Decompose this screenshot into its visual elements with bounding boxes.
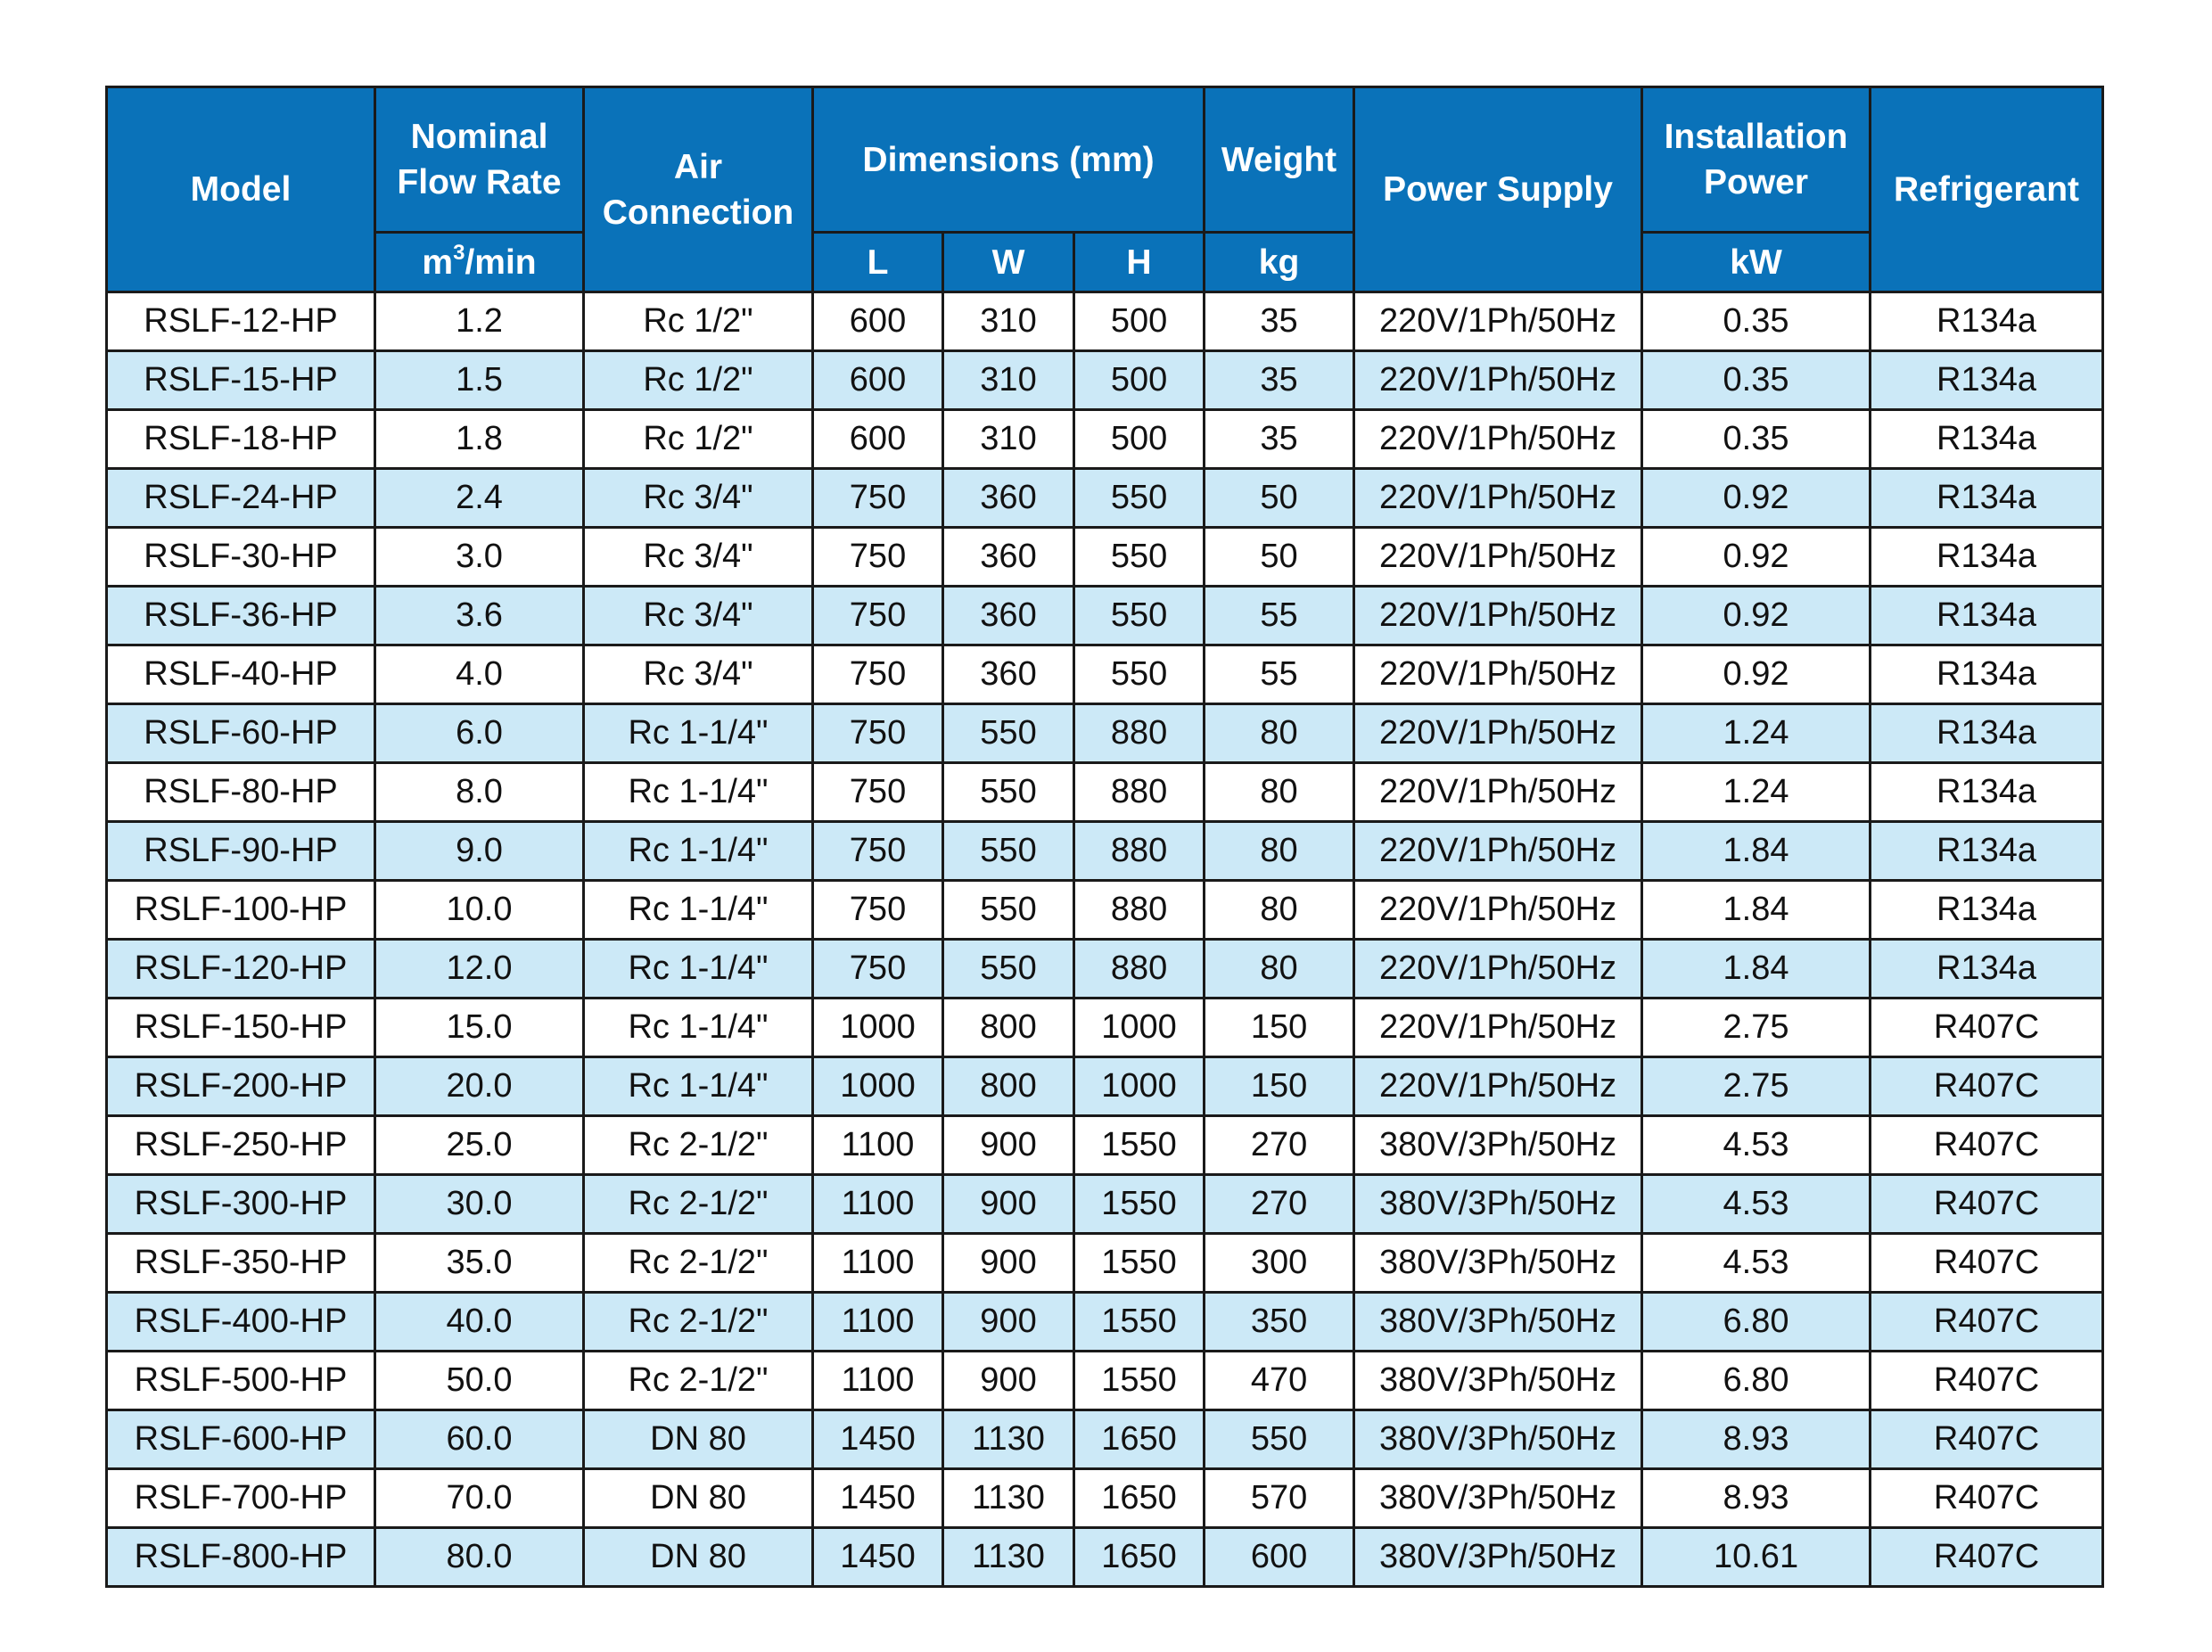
cell-air-connection: Rc 1-1/4" [584, 822, 813, 881]
cell-width: 900 [943, 1234, 1074, 1293]
cell-model: RSLF-40-HP [107, 645, 375, 704]
table-body [107, 292, 2103, 1587]
cell-height: 500 [1074, 410, 1205, 469]
cell-flow-rate: 1.8 [375, 410, 584, 469]
cell-width: 310 [943, 410, 1074, 469]
cell-weight: 55 [1205, 645, 1354, 704]
cell-refrigerant: R407C [1871, 1175, 2103, 1234]
table-row [107, 587, 2103, 645]
cell-model: RSLF-100-HP [107, 881, 375, 940]
unit-flow-superscript: 3 [453, 240, 465, 265]
cell-model: RSLF-200-HP [107, 1057, 375, 1116]
cell-installation-power: 2.75 [1642, 1057, 1871, 1116]
cell-flow-rate: 25.0 [375, 1116, 584, 1175]
cell-installation-power: 1.84 [1642, 881, 1871, 940]
cell-weight: 80 [1205, 763, 1354, 822]
cell-length: 600 [813, 292, 943, 351]
cell-air-connection: Rc 1-1/4" [584, 881, 813, 940]
unit-weight: kg [1205, 233, 1354, 292]
cell-length: 750 [813, 763, 943, 822]
cell-air-connection: Rc 1-1/4" [584, 999, 813, 1057]
table-row [107, 410, 2103, 469]
cell-power-supply: 380V/3Ph/50Hz [1354, 1410, 1642, 1469]
cell-flow-rate: 40.0 [375, 1293, 584, 1352]
cell-height: 500 [1074, 351, 1205, 410]
cell-model: RSLF-600-HP [107, 1410, 375, 1469]
table-row [107, 1410, 2103, 1469]
cell-refrigerant: R134a [1871, 351, 2103, 410]
table-row [107, 704, 2103, 763]
table-row [107, 999, 2103, 1057]
cell-weight: 300 [1205, 1234, 1354, 1293]
table-row [107, 1528, 2103, 1587]
cell-height: 1650 [1074, 1410, 1205, 1469]
cell-power-supply: 220V/1Ph/50Hz [1354, 704, 1642, 763]
cell-power-supply: 220V/1Ph/50Hz [1354, 587, 1642, 645]
cell-air-connection: DN 80 [584, 1469, 813, 1528]
air-connection-label-line2: Connection [602, 193, 794, 232]
cell-refrigerant: R134a [1871, 645, 2103, 704]
cell-refrigerant: R134a [1871, 704, 2103, 763]
cell-height: 880 [1074, 881, 1205, 940]
table-row [107, 940, 2103, 999]
cell-power-supply: 220V/1Ph/50Hz [1354, 940, 1642, 999]
cell-installation-power: 4.53 [1642, 1116, 1871, 1175]
cell-model: RSLF-300-HP [107, 1175, 375, 1234]
cell-flow-rate: 3.0 [375, 528, 584, 587]
table-row [107, 763, 2103, 822]
cell-weight: 550 [1205, 1410, 1354, 1469]
cell-power-supply: 220V/1Ph/50Hz [1354, 645, 1642, 704]
cell-refrigerant: R407C [1871, 1528, 2103, 1587]
table-row [107, 1234, 2103, 1293]
cell-flow-rate: 20.0 [375, 1057, 584, 1116]
cell-flow-rate: 9.0 [375, 822, 584, 881]
cell-installation-power: 4.53 [1642, 1175, 1871, 1234]
cell-height: 1000 [1074, 1057, 1205, 1116]
cell-width: 550 [943, 940, 1074, 999]
cell-length: 1100 [813, 1352, 943, 1410]
cell-air-connection: Rc 2-1/2" [584, 1234, 813, 1293]
cell-width: 360 [943, 645, 1074, 704]
cell-width: 360 [943, 587, 1074, 645]
cell-power-supply: 220V/1Ph/50Hz [1354, 469, 1642, 528]
cell-height: 1000 [1074, 999, 1205, 1057]
cell-power-supply: 380V/3Ph/50Hz [1354, 1175, 1642, 1234]
cell-air-connection: DN 80 [584, 1410, 813, 1469]
cell-weight: 80 [1205, 704, 1354, 763]
cell-height: 1550 [1074, 1116, 1205, 1175]
table-header [107, 87, 2103, 292]
cell-length: 1100 [813, 1234, 943, 1293]
cell-width: 900 [943, 1352, 1074, 1410]
cell-power-supply: 220V/1Ph/50Hz [1354, 999, 1642, 1057]
cell-height: 550 [1074, 528, 1205, 587]
cell-power-supply: 220V/1Ph/50Hz [1354, 881, 1642, 940]
cell-installation-power: 10.61 [1642, 1528, 1871, 1587]
cell-refrigerant: R407C [1871, 1057, 2103, 1116]
cell-installation-power: 6.80 [1642, 1352, 1871, 1410]
cell-air-connection: Rc 1-1/4" [584, 1057, 813, 1116]
cell-height: 1650 [1074, 1528, 1205, 1587]
cell-flow-rate: 15.0 [375, 999, 584, 1057]
cell-air-connection: Rc 1/2" [584, 410, 813, 469]
unit-flow-base: m [422, 242, 454, 282]
cell-refrigerant: R407C [1871, 1116, 2103, 1175]
cell-air-connection: Rc 1-1/4" [584, 704, 813, 763]
cell-width: 310 [943, 351, 1074, 410]
cell-power-supply: 220V/1Ph/50Hz [1354, 763, 1642, 822]
cell-flow-rate: 30.0 [375, 1175, 584, 1234]
cell-length: 750 [813, 940, 943, 999]
cell-model: RSLF-30-HP [107, 528, 375, 587]
cell-model: RSLF-60-HP [107, 704, 375, 763]
cell-installation-power: 0.35 [1642, 410, 1871, 469]
cell-installation-power: 0.92 [1642, 469, 1871, 528]
cell-installation-power: 1.24 [1642, 704, 1871, 763]
cell-air-connection: DN 80 [584, 1528, 813, 1587]
cell-refrigerant: R407C [1871, 999, 2103, 1057]
cell-power-supply: 380V/3Ph/50Hz [1354, 1116, 1642, 1175]
cell-model: RSLF-500-HP [107, 1352, 375, 1410]
cell-length: 1100 [813, 1175, 943, 1234]
cell-air-connection: Rc 2-1/2" [584, 1116, 813, 1175]
cell-refrigerant: R407C [1871, 1234, 2103, 1293]
cell-installation-power: 1.84 [1642, 940, 1871, 999]
flow-rate-label-line2: Flow Rate [397, 163, 562, 201]
col-header-refrigerant: Refrigerant [1871, 87, 2103, 292]
air-connection-label-line1: Air [673, 147, 723, 186]
cell-length: 600 [813, 410, 943, 469]
cell-width: 900 [943, 1293, 1074, 1352]
table-row [107, 1057, 2103, 1116]
table-row [107, 1175, 2103, 1234]
table-row [107, 1293, 2103, 1352]
cell-flow-rate: 4.0 [375, 645, 584, 704]
cell-air-connection: Rc 1-1/4" [584, 940, 813, 999]
cell-weight: 270 [1205, 1175, 1354, 1234]
cell-flow-rate: 1.2 [375, 292, 584, 351]
table-row [107, 1352, 2103, 1410]
cell-weight: 150 [1205, 999, 1354, 1057]
cell-width: 1130 [943, 1469, 1074, 1528]
table-row [107, 822, 2103, 881]
cell-flow-rate: 80.0 [375, 1528, 584, 1587]
cell-air-connection: Rc 3/4" [584, 587, 813, 645]
cell-weight: 50 [1205, 469, 1354, 528]
cell-refrigerant: R407C [1871, 1469, 2103, 1528]
cell-width: 800 [943, 999, 1074, 1057]
cell-refrigerant: R407C [1871, 1352, 2103, 1410]
cell-height: 1550 [1074, 1175, 1205, 1234]
cell-air-connection: Rc 3/4" [584, 645, 813, 704]
cell-width: 1130 [943, 1528, 1074, 1587]
cell-flow-rate: 10.0 [375, 881, 584, 940]
cell-power-supply: 380V/3Ph/50Hz [1354, 1234, 1642, 1293]
cell-refrigerant: R134a [1871, 587, 2103, 645]
cell-weight: 600 [1205, 1528, 1354, 1587]
cell-air-connection: Rc 2-1/2" [584, 1175, 813, 1234]
cell-model: RSLF-24-HP [107, 469, 375, 528]
cell-model: RSLF-15-HP [107, 351, 375, 410]
cell-installation-power: 0.92 [1642, 528, 1871, 587]
unit-flow-rest: /min [465, 242, 537, 282]
table-row [107, 1116, 2103, 1175]
cell-installation-power: 1.84 [1642, 822, 1871, 881]
cell-height: 1550 [1074, 1234, 1205, 1293]
cell-power-supply: 220V/1Ph/50Hz [1354, 410, 1642, 469]
cell-installation-power: 4.53 [1642, 1234, 1871, 1293]
cell-refrigerant: R134a [1871, 528, 2103, 587]
cell-length: 1100 [813, 1116, 943, 1175]
cell-refrigerant: R134a [1871, 469, 2103, 528]
cell-weight: 35 [1205, 292, 1354, 351]
cell-length: 750 [813, 587, 943, 645]
cell-length: 750 [813, 469, 943, 528]
spec-table [105, 86, 2104, 1588]
cell-model: RSLF-150-HP [107, 999, 375, 1057]
cell-width: 900 [943, 1116, 1074, 1175]
table-row [107, 469, 2103, 528]
cell-air-connection: Rc 1-1/4" [584, 763, 813, 822]
cell-power-supply: 380V/3Ph/50Hz [1354, 1528, 1642, 1587]
cell-height: 880 [1074, 822, 1205, 881]
cell-height: 880 [1074, 763, 1205, 822]
cell-model: RSLF-250-HP [107, 1116, 375, 1175]
col-header-flow-rate [375, 87, 584, 233]
cell-weight: 570 [1205, 1469, 1354, 1528]
table-row [107, 1469, 2103, 1528]
col-header-height: H [1074, 233, 1205, 292]
cell-length: 750 [813, 704, 943, 763]
cell-installation-power: 8.93 [1642, 1469, 1871, 1528]
header-row-main [107, 87, 2103, 233]
cell-model: RSLF-90-HP [107, 822, 375, 881]
cell-height: 550 [1074, 587, 1205, 645]
flow-rate-label-line1: Nominal [410, 118, 548, 156]
cell-width: 360 [943, 528, 1074, 587]
cell-height: 500 [1074, 292, 1205, 351]
cell-weight: 35 [1205, 410, 1354, 469]
cell-width: 800 [943, 1057, 1074, 1116]
cell-flow-rate: 8.0 [375, 763, 584, 822]
cell-weight: 80 [1205, 940, 1354, 999]
cell-height: 1650 [1074, 1469, 1205, 1528]
cell-power-supply: 220V/1Ph/50Hz [1354, 351, 1642, 410]
cell-model: RSLF-800-HP [107, 1528, 375, 1587]
cell-model: RSLF-80-HP [107, 763, 375, 822]
col-header-weight: Weight [1205, 87, 1354, 233]
cell-weight: 470 [1205, 1352, 1354, 1410]
cell-weight: 80 [1205, 881, 1354, 940]
cell-length: 750 [813, 528, 943, 587]
col-header-width: W [943, 233, 1074, 292]
cell-length: 1000 [813, 999, 943, 1057]
cell-installation-power: 6.80 [1642, 1293, 1871, 1352]
cell-length: 1450 [813, 1469, 943, 1528]
cell-weight: 150 [1205, 1057, 1354, 1116]
cell-power-supply: 220V/1Ph/50Hz [1354, 528, 1642, 587]
cell-flow-rate: 3.6 [375, 587, 584, 645]
cell-air-connection: Rc 2-1/2" [584, 1293, 813, 1352]
cell-weight: 35 [1205, 351, 1354, 410]
cell-height: 550 [1074, 645, 1205, 704]
cell-flow-rate: 60.0 [375, 1410, 584, 1469]
cell-power-supply: 220V/1Ph/50Hz [1354, 292, 1642, 351]
cell-air-connection: Rc 3/4" [584, 528, 813, 587]
table-row [107, 528, 2103, 587]
cell-width: 550 [943, 763, 1074, 822]
cell-installation-power: 0.92 [1642, 645, 1871, 704]
cell-model: RSLF-120-HP [107, 940, 375, 999]
cell-weight: 50 [1205, 528, 1354, 587]
cell-height: 880 [1074, 704, 1205, 763]
col-header-power-supply: Power Supply [1354, 87, 1642, 292]
cell-refrigerant: R134a [1871, 881, 2103, 940]
cell-installation-power: 0.35 [1642, 351, 1871, 410]
cell-weight: 55 [1205, 587, 1354, 645]
table-row [107, 351, 2103, 410]
cell-air-connection: Rc 1/2" [584, 351, 813, 410]
col-header-model: Model [107, 87, 375, 292]
cell-length: 1100 [813, 1293, 943, 1352]
cell-flow-rate: 50.0 [375, 1352, 584, 1410]
cell-weight: 80 [1205, 822, 1354, 881]
installation-power-label-line2: Power [1704, 163, 1809, 201]
cell-power-supply: 220V/1Ph/50Hz [1354, 822, 1642, 881]
cell-length: 750 [813, 822, 943, 881]
cell-air-connection: Rc 3/4" [584, 469, 813, 528]
table-row [107, 292, 2103, 351]
cell-refrigerant: R407C [1871, 1293, 2103, 1352]
cell-installation-power: 2.75 [1642, 999, 1871, 1057]
cell-refrigerant: R134a [1871, 410, 2103, 469]
cell-length: 1000 [813, 1057, 943, 1116]
cell-installation-power: 0.92 [1642, 587, 1871, 645]
table-row [107, 881, 2103, 940]
cell-power-supply: 220V/1Ph/50Hz [1354, 1057, 1642, 1116]
cell-width: 310 [943, 292, 1074, 351]
cell-air-connection: Rc 1/2" [584, 292, 813, 351]
col-header-installation-power [1642, 87, 1871, 233]
cell-length: 750 [813, 881, 943, 940]
installation-power-label-line1: Installation [1664, 118, 1848, 156]
cell-flow-rate: 12.0 [375, 940, 584, 999]
cell-weight: 270 [1205, 1116, 1354, 1175]
cell-refrigerant: R134a [1871, 822, 2103, 881]
cell-installation-power: 8.93 [1642, 1410, 1871, 1469]
cell-width: 550 [943, 881, 1074, 940]
unit-installation-power: kW [1642, 233, 1871, 292]
cell-width: 550 [943, 822, 1074, 881]
unit-flow-rate [375, 233, 584, 292]
cell-refrigerant: R134a [1871, 763, 2103, 822]
cell-power-supply: 380V/3Ph/50Hz [1354, 1469, 1642, 1528]
cell-flow-rate: 35.0 [375, 1234, 584, 1293]
cell-air-connection: Rc 2-1/2" [584, 1352, 813, 1410]
cell-model: RSLF-350-HP [107, 1234, 375, 1293]
cell-model: RSLF-18-HP [107, 410, 375, 469]
cell-length: 600 [813, 351, 943, 410]
cell-width: 900 [943, 1175, 1074, 1234]
cell-refrigerant: R134a [1871, 292, 2103, 351]
cell-model: RSLF-36-HP [107, 587, 375, 645]
header-row-units [107, 233, 2103, 292]
cell-flow-rate: 2.4 [375, 469, 584, 528]
table-row [107, 645, 2103, 704]
cell-flow-rate: 1.5 [375, 351, 584, 410]
col-header-length: L [813, 233, 943, 292]
col-header-dimensions: Dimensions (mm) [813, 87, 1205, 233]
cell-width: 550 [943, 704, 1074, 763]
cell-length: 1450 [813, 1410, 943, 1469]
cell-flow-rate: 70.0 [375, 1469, 584, 1528]
cell-refrigerant: R134a [1871, 940, 2103, 999]
cell-height: 1550 [1074, 1293, 1205, 1352]
cell-power-supply: 380V/3Ph/50Hz [1354, 1293, 1642, 1352]
cell-model: RSLF-700-HP [107, 1469, 375, 1528]
cell-length: 750 [813, 645, 943, 704]
cell-power-supply: 380V/3Ph/50Hz [1354, 1352, 1642, 1410]
cell-weight: 350 [1205, 1293, 1354, 1352]
cell-length: 1450 [813, 1528, 943, 1587]
cell-height: 880 [1074, 940, 1205, 999]
col-header-air-connection [584, 87, 813, 292]
cell-height: 1550 [1074, 1352, 1205, 1410]
cell-flow-rate: 6.0 [375, 704, 584, 763]
cell-model: RSLF-400-HP [107, 1293, 375, 1352]
cell-width: 360 [943, 469, 1074, 528]
cell-installation-power: 1.24 [1642, 763, 1871, 822]
cell-width: 1130 [943, 1410, 1074, 1469]
cell-model: RSLF-12-HP [107, 292, 375, 351]
cell-height: 550 [1074, 469, 1205, 528]
cell-installation-power: 0.35 [1642, 292, 1871, 351]
cell-refrigerant: R407C [1871, 1410, 2103, 1469]
